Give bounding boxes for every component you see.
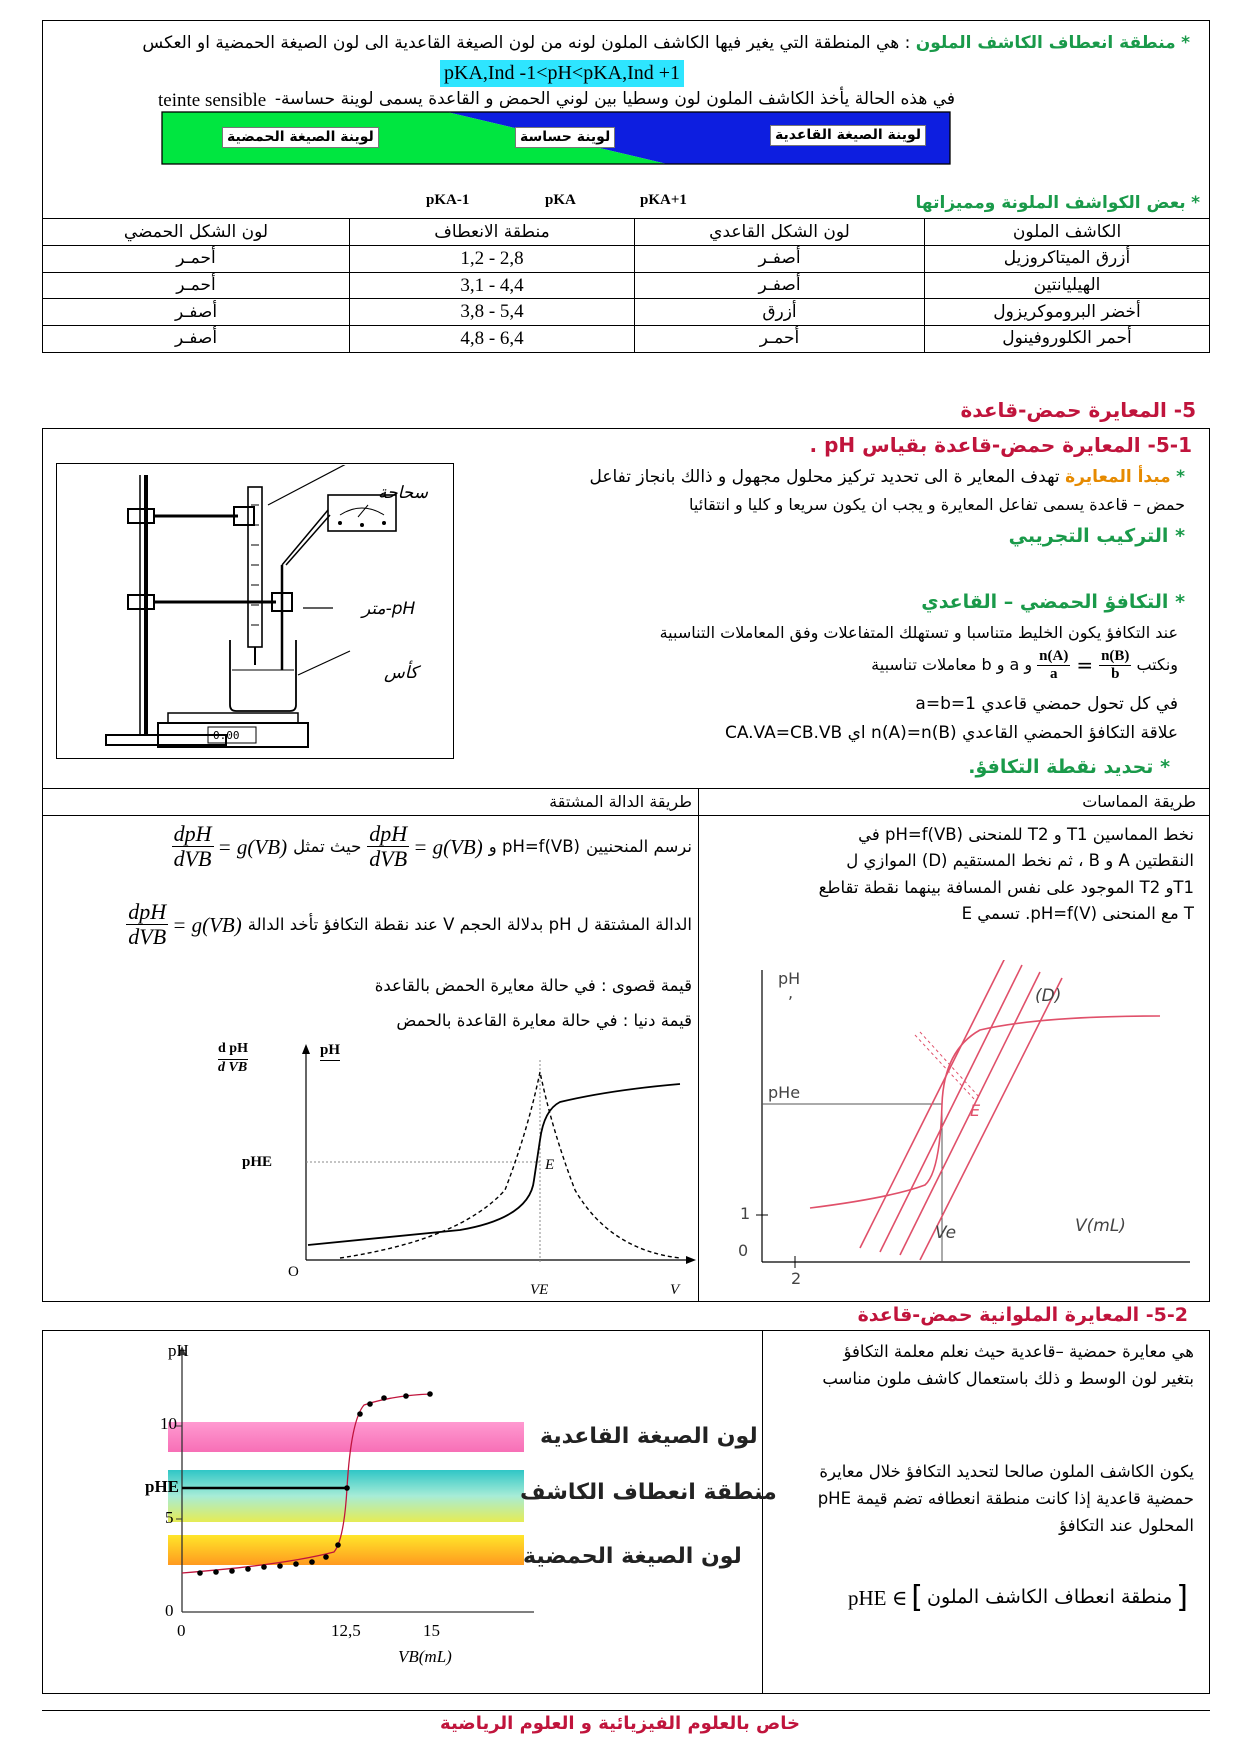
bar-sensitive-label: لوينة حساسة — [515, 127, 615, 148]
tick-pka-plus: pKA+1 — [640, 192, 687, 208]
section-5-2-title: 5-2- المعايرة الملوانية حمض-قاعدة — [857, 1304, 1188, 1326]
table-cell: أصفـر — [635, 246, 925, 273]
tick-pka-minus: pKA-1 — [426, 192, 470, 208]
color-bar — [160, 110, 952, 190]
setup-heading-text: التركيب التجريبي — [1008, 525, 1169, 547]
derivative-line1b: pH=f(VB) و — [488, 836, 580, 856]
table-cell: أحمـر — [635, 325, 925, 352]
colorimetric-p1: هي معايرة حمضية –قاعدية حيث نعلم معلمة التكافؤ بتغير لون الوسط و ذلك باستعمال كاشف ملون مناسب — [822, 1342, 1194, 1389]
g1-ve-label: VE — [530, 1282, 549, 1298]
indicators-heading — [916, 192, 1201, 215]
colorimetric-p2: يكون الكاشف الملون صالحا لتحديد التكافؤ خلال معايرة حمضية قاعدية إذا كانت منطقة انعطافه تضم قيمة pHE المحلول عند التكافؤ — [817, 1462, 1194, 1536]
setup-heading — [1009, 524, 1185, 550]
tangent-line1: نخط المماسين T1 و T2 للمنحنى pH=f(VB) في — [858, 825, 1194, 844]
equivalence-heading — [921, 590, 1185, 616]
frac-den: dVB — [173, 846, 212, 872]
table-row — [43, 272, 1210, 299]
tangent-graph — [720, 960, 1200, 1300]
tangent-text — [754, 822, 1194, 928]
equivalence-heading-text: التكافؤ الحمضي – القاعدي — [921, 591, 1169, 613]
frac-rhs: = g(VB) — [172, 912, 242, 937]
derivative-line1 — [172, 822, 692, 871]
derivative-graph — [210, 1040, 700, 1300]
frac-num: dpH — [128, 899, 167, 924]
g1-ylab2: d VB — [218, 1060, 248, 1075]
table-header: منطقة الانعطاف — [350, 219, 635, 246]
band-acid-label: لون الصيغة الحمضية — [523, 1544, 742, 1569]
equivalence-text2b: و a و b معاملات تناسبية — [871, 655, 1033, 675]
zone-range-formula — [440, 60, 684, 87]
g1-v-label: V — [670, 1282, 680, 1298]
g1-e-label: E — [545, 1157, 555, 1173]
table-cell: أحمـر — [43, 246, 350, 273]
g2-zero: 0 — [738, 1241, 749, 1260]
equivalence-bullet: * — [1175, 591, 1185, 613]
table-header-row — [43, 219, 1210, 246]
g2-one: 1 — [740, 1204, 751, 1223]
table-cell: 4,8 - 6,4 — [350, 325, 635, 352]
derivative-line2 — [126, 900, 692, 949]
band-base — [168, 1422, 524, 1452]
methods-divider-h — [42, 815, 1210, 816]
footer-text: خاص بالعلوم الفيزيائية و العلوم الرياضية — [440, 1713, 800, 1734]
frac-a-den: a — [1049, 665, 1058, 682]
zone-definition-text: : هي المنطقة التي يغير فيها الكاشف الملون لونه من لون الصيغة القاعدية الى لون الصيغة الحمضية او العكس — [142, 33, 911, 53]
table-cell: أصفـر — [43, 325, 350, 352]
indicators-heading-text: بعض الكواشف الملونة ومميزاتها — [915, 193, 1186, 213]
frac-den: dVB — [128, 924, 167, 950]
g1-phe-label: pHE — [242, 1154, 273, 1170]
indicators-bullet: * — [1191, 193, 1200, 213]
g1-ylab1: d pH — [218, 1040, 248, 1060]
equivalence-text3: في كل تحول حمضي قاعدي a=b=1 — [915, 694, 1178, 714]
colorimetric-formula: [ منطقة انعطاف الكاشف الملون ] pHE ∈ — [848, 1580, 1188, 1615]
frac-num: dpH — [369, 821, 408, 846]
principle-line2: حمض – قاعدة يسمى تفاعل المعايرة و يجب ان يكون سريعا و كليا و انتقائيا — [689, 495, 1185, 514]
chart-phe: pHE — [145, 1477, 180, 1496]
principle-bullet: * — [1176, 467, 1185, 487]
derivative-max: قيمة قصوى : في حالة معايرة الحمض بالقاعدة — [374, 976, 692, 995]
table-cell: أصفـر — [43, 299, 350, 326]
chart-x-0: 0 — [177, 1621, 186, 1640]
chart-x-125: 12,5 — [331, 1621, 361, 1640]
band-base-label: لون الصيغة القاعدية — [540, 1424, 758, 1449]
g2-vml-label: V(mL) — [1075, 1216, 1126, 1236]
table-cell: الهيليانتين — [925, 272, 1210, 299]
g1-origin: O — [288, 1264, 299, 1280]
principle-line1 — [589, 466, 1185, 489]
line-d — [880, 965, 1022, 1252]
g2-d-label: (D) — [1035, 986, 1062, 1006]
tangent-line4: T مع المنحنى pH=f(V). تسمي E — [961, 904, 1194, 924]
formula-left: pHE ∈ — [848, 1585, 908, 1610]
tangent-method-title: طريقة المماسات — [1082, 792, 1196, 811]
chart-xlabel: VB(mL) — [398, 1647, 452, 1666]
frac-a-num: n(A) — [1039, 648, 1069, 664]
equivalence-text4: علاقة التكافؤ الحمضي القاعدي n(A)=n(B) اي CA.VA=CB.VB — [724, 723, 1178, 743]
g2-phe-label: pHe — [768, 1083, 801, 1102]
frac-b-den: b — [1111, 665, 1120, 682]
table-row — [43, 246, 1210, 273]
derivative-line1c: حيث تمثل — [293, 836, 362, 856]
beaker-label: كأس — [384, 663, 419, 683]
determine-bullet: * — [1160, 756, 1170, 778]
chart-y-0: 0 — [165, 1601, 174, 1620]
derivative-line1a: نرسم المنحنيين — [585, 836, 692, 856]
sensitive-tint-text: في هذه الحالة يأخذ الكاشف الملون لون وسطيا بين لوني الحمض و القاعدة يسمى لوينة حساسة- — [274, 89, 955, 109]
table-cell: أخضر البروموكريزول — [925, 299, 1210, 326]
derivative-method-title: طريقة الدالة المشتقة — [549, 792, 692, 811]
table-header: الكاشف الملون — [925, 219, 1210, 246]
equivalence-text1: عند التكافؤ يكون الخليط متناسبا و تستهلك المتفاعلات وفق المعاملات التناسبية — [659, 623, 1178, 642]
table-cell: أحمـر — [43, 272, 350, 299]
equivalence-text2: ونكتب $\frac{n(A)}{a}$ = $\frac{n(B)}{b}$ و a و b معاملات تناسبية — [871, 648, 1178, 682]
principle-text1: تهدف المعاير ة الى تحديد تركيز محلول مجهول و ذالك بانجاز تفاعل — [589, 467, 1060, 487]
frac-rhs: = g(VB) — [413, 834, 483, 859]
table-header: لون الشكل الحمضي — [43, 219, 350, 246]
derivative-line2-text: الدالة المشتقة ل pH بدلالة الحجم V عند نقطة التكافؤ تأخد الدالة — [247, 914, 692, 934]
determine-heading — [968, 755, 1170, 781]
beaker — [230, 640, 296, 711]
g2-ph-dot: , — [788, 983, 794, 1002]
g2-two: 2 — [791, 1269, 802, 1288]
table-cell: 3,8 - 5,4 — [350, 299, 635, 326]
chart-ylabel: pH — [168, 1341, 189, 1360]
table-cell: أحمر الكلوروفينول — [925, 325, 1210, 352]
table-cell: أصفـر — [635, 272, 925, 299]
table-header: لون الشكل القاعدي — [635, 219, 925, 246]
band-zone-label: منطقة انعطاف الكاشف — [520, 1480, 777, 1505]
section-5-2-divider — [762, 1330, 763, 1694]
table-cell: أزرق الميتاكروزيل — [925, 246, 1210, 273]
indicators-table — [42, 218, 1210, 353]
derivative-curve — [340, 1072, 680, 1258]
determine-heading-text: تحديد نقطة التكافؤ. — [968, 756, 1154, 778]
equivalence-text2a: ونكتب — [1136, 655, 1178, 675]
formula-right: منطقة انعطاف الكاشف الملون — [927, 1586, 1173, 1609]
setup-bullet: * — [1175, 525, 1185, 547]
section-5-1-title: 5-1- المعايرة حمض-قاعدة بقياس pH . — [809, 433, 1192, 457]
phmeter-label: pH-متر — [362, 599, 416, 619]
table-cell: أزرق — [635, 299, 925, 326]
sensitive-tint-fr: teinte sensible — [158, 90, 267, 111]
zone-range-formula-text: pKA,Ind -1<pH<pKA,Ind +1 — [444, 62, 681, 84]
bar-acid-label: لوينة الصيغة الحمضية — [222, 127, 379, 148]
zone-definition — [40, 32, 1190, 55]
band-acid — [168, 1535, 524, 1565]
g2-ve-label: Ve — [935, 1223, 957, 1243]
ph-curve — [308, 1084, 680, 1245]
titration-curve — [810, 1016, 1160, 1208]
chart-x-15: 15 — [423, 1621, 440, 1640]
table-row — [43, 299, 1210, 326]
stirrer-display: 0.00 — [213, 729, 240, 742]
tangent-line2: النقطتين A و B ، ثم نخط المستقيم (D) الموازي ل — [846, 851, 1194, 871]
zone-definition-head: منطقة انعطاف الكاشف الملون — [915, 33, 1176, 53]
chart-y-5: 5 — [165, 1508, 174, 1527]
burette-label: سحاحة — [378, 483, 429, 503]
g2-ph-label: pH — [778, 969, 801, 988]
principle-head: مبدأ المعايرة — [1065, 467, 1171, 487]
table-cell: 3,1 - 4,4 — [350, 272, 635, 299]
frac-b-num: n(B) — [1101, 648, 1130, 664]
table-row — [43, 325, 1210, 352]
tick-pka: pKA — [545, 192, 576, 208]
section-5-title: 5- المعايرة حمض-قاعدة — [960, 398, 1196, 422]
g1-ylab3: pH — [320, 1040, 340, 1061]
frac-den: dVB — [369, 846, 408, 872]
bar-base-label: لوينة الصيغة القاعدية — [770, 125, 926, 146]
g2-e-label: E — [970, 1101, 981, 1120]
frac-num: dpH — [173, 821, 212, 846]
chart-y-10: 10 — [160, 1414, 177, 1433]
tangent-line3: T1و T2 الموجود على نفس المسافة بينهما نقطة تقاطع — [818, 877, 1194, 897]
table-cell: 1,2 - 2,8 — [350, 246, 635, 273]
sensitive-tint-line — [275, 88, 955, 111]
bullet: * — [1181, 33, 1190, 53]
derivative-min: قيمة دنيا : في حالة معايرة القاعدة بالحمض — [396, 1011, 692, 1030]
frac-rhs: = g(VB) — [217, 834, 288, 859]
